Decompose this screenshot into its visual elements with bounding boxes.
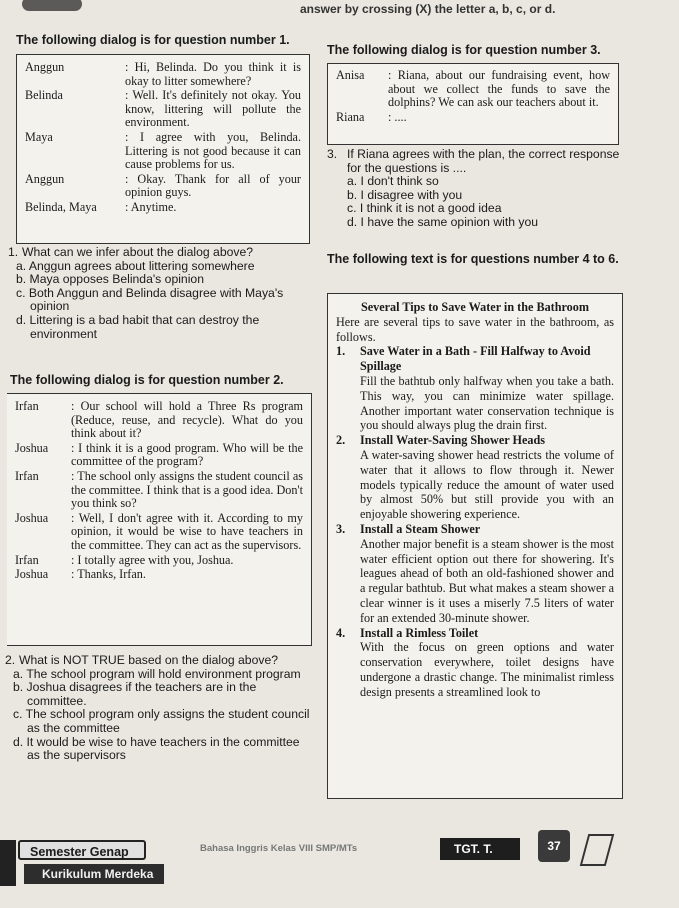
utterance: : Anytime. (125, 199, 177, 214)
tip-heading (336, 344, 614, 374)
utterance: : I agree with you, Belinda. Littering is not good because it can cause problems for us. (125, 129, 301, 172)
reading-title: Several Tips to Save Water in the Bathroom (360, 300, 590, 314)
speaker-name: Irfan (15, 552, 39, 567)
speaker-name: Belinda, Maya (25, 199, 97, 214)
utterance: : .... (388, 109, 407, 124)
dialog-line (25, 89, 301, 130)
answer-option[interactable]: a. The school program will hold environment program (13, 666, 301, 681)
book-title: Bahasa Inggris Kelas VIII SMP/MTs (200, 843, 358, 854)
reading-lead: Here are several tips to save water in the bathroom, as follows. (336, 314, 614, 344)
tip-title: Install a Steam Shower (360, 521, 481, 536)
page-footer (0, 826, 679, 908)
tip-heading (336, 433, 614, 448)
intro-q3: The following dialog is for question number 3. (327, 43, 601, 57)
question-3-stem: If Riana agrees with the plan, the correct response for the questions is .... (347, 147, 620, 175)
decorative-blob (22, 0, 82, 11)
dialog-line (15, 554, 303, 568)
footer-left-bar (0, 840, 16, 886)
tip-body: A water-saving shower head restricts the volume of water that it allows to flow through it. Newer models typically reduce the amount of water used by almost 50% but still provide you with an enjoyable showering experience. (360, 447, 614, 522)
intro-q1: The following dialog is for question number 1. (16, 33, 290, 47)
question-1: 1. What can we infer about the dialog above? a. Anggun agrees about littering somewhere b. Maya opposes Belinda's opinion c. Both Anggun and Belinda disagree with Maya's opinion d. Littering is a bad habit that can destroy the environment (8, 246, 313, 341)
tip-title: Install Water-Saving Shower Heads (360, 433, 545, 448)
intro-q2: The following dialog is for question number 2. (10, 373, 284, 387)
answer-option[interactable]: c. The school program only assigns the student council as the committee (13, 707, 310, 735)
speaker-name: Anggun (25, 60, 65, 74)
question-3: 3. If Riana agrees with the plan, the correct response for the questions is .... a. I don't think so b. I disagree with you c. I think it is not a good idea d. I have the same opinion with you (327, 148, 623, 230)
dialog-line (15, 442, 303, 469)
answer-option[interactable]: d. Littering is a bad habit that can destroy the environment (16, 312, 260, 341)
semester-label: Semester Genap (18, 840, 146, 860)
utterance: : Our school will hold a Three Rs program (Reduce, reuse, and recycle). What do you think about it? (71, 399, 303, 441)
question-2-stem: What is NOT TRUE based on the dialog above? (19, 653, 279, 667)
tip-title: Install a Rimless Toilet (360, 625, 479, 640)
speaker-name: Irfan (15, 468, 39, 483)
answer-option[interactable]: b. Maya opposes Belinda's opinion (16, 272, 204, 287)
dialog-box-3 (327, 63, 619, 145)
utterance: : I think it is a good program. Who will be the committee of the program? (71, 440, 303, 469)
page-number: 37 (538, 830, 570, 862)
top-instruction-strip (0, 0, 679, 14)
speaker-name: Riana (336, 109, 365, 124)
speaker-name: Maya (25, 129, 53, 144)
code-label: TGT. T. (440, 838, 520, 860)
top-instruction: answer by crossing (X) the letter a, b, c, or d. (300, 2, 556, 16)
utterance: : Well, I don't agree with it. According to my opinion, it would be wise to have teachers in the committee. They can act as the supervisors. (71, 510, 303, 552)
dialog-line (336, 69, 610, 110)
tip-title: Save Water in a Bath - Fill Halfway to Avoid Spillage (360, 344, 591, 374)
utterance: : Hi, Belinda. Do you think it is okay to litter somewhere? (125, 60, 301, 88)
tip-body: With the focus on green options and water conservation everywhere, toilet designs have undergone a drastic change. The minimalist rimless design presents a streamlined look to (360, 640, 614, 699)
tip-number: 2. (336, 433, 346, 448)
utterance: : Okay. Thank for all of your opinion guys. (125, 171, 301, 200)
answer-option[interactable]: d. I have the same opinion with you (347, 214, 539, 229)
answer-option[interactable]: c. Both Anggun and Belinda disagree with Maya's opinion (16, 285, 284, 314)
tip-heading (336, 522, 614, 537)
utterance: : Thanks, Irfan. (71, 567, 146, 582)
dialog-line (15, 470, 303, 511)
answer-option[interactable]: a. I don't think so (347, 174, 439, 189)
answer-option[interactable]: d. It would be wise to have teachers in the committee as the supervisors (13, 734, 300, 763)
speaker-name: Joshua (15, 510, 49, 525)
tip-number: 4. (336, 625, 346, 640)
speaker-name: Irfan (15, 399, 39, 413)
utterance: : Well. It's definitely not okay. You know, littering will pollute the environment. (125, 88, 301, 130)
question-1-stem: What can we infer about the dialog above? (22, 245, 254, 259)
answer-option[interactable]: b. Joshua disagrees if the teachers are in the committee. (13, 680, 257, 708)
tip-heading (336, 626, 614, 641)
utterance: : I totally agree with you, Joshua. (71, 552, 234, 567)
dialog-line (25, 201, 301, 215)
tip-number: 3. (336, 521, 346, 536)
speaker-name: Joshua (15, 440, 49, 455)
dialog-line (25, 173, 301, 200)
dialog-line (15, 400, 303, 441)
tip-number: 1. (336, 344, 346, 359)
answer-option[interactable]: b. I disagree with you (347, 187, 463, 202)
dialog-line (15, 568, 303, 582)
dialog-line (15, 512, 303, 553)
answer-option[interactable]: c. I think it is not a good idea (347, 201, 502, 216)
reading-text-box (327, 293, 623, 799)
answer-option[interactable]: a. Anggun agrees about littering somewhere (16, 258, 255, 273)
speaker-name: Anisa (336, 68, 365, 82)
tip-body: Another major benefit is a steam shower is the most water efficient option out there for showering. It's leagues ahead of both an old-fashioned shower and a regular bathtub. But what makes a steam shower a clear winner is it uses a miserly 7.5 liters of water for an extended 30-minute shower. (360, 536, 614, 625)
dialog-box-2 (7, 393, 312, 646)
dialog-line (25, 61, 301, 88)
speaker-name: Joshua (15, 567, 49, 582)
decorative-shape (580, 834, 615, 866)
intro-q4-6: The following text is for questions number 4 to 6. (327, 252, 619, 266)
tip-body: Fill the bathtub only halfway when you take a bath. This way, you can minimize water spillage. Another important water conservation technique is you should always plug the drain first. (360, 373, 614, 433)
speaker-name: Belinda (25, 88, 63, 103)
question-2: 2. What is NOT TRUE based on the dialog above? a. The school program will hold environment program b. Joshua disagrees if the teachers are in the committee. c. The school program only assigns the student council as the committee d. It would be wise to have teachers in the committee as the supervisors (5, 653, 310, 763)
dialog-box-1 (16, 54, 310, 244)
utterance: : The school only assigns the student council as the committee. I think that is a good idea. Don't you think so? (71, 468, 304, 511)
dialog-line (25, 131, 301, 172)
speaker-name: Anggun (25, 171, 65, 186)
utterance: : Riana, about our fundraising event, how about we collect the funds to save the dolphins? We can ask our teachers about it. (388, 68, 610, 110)
dialog-line (336, 111, 610, 125)
curriculum-label: Kurikulum Merdeka (24, 864, 164, 884)
